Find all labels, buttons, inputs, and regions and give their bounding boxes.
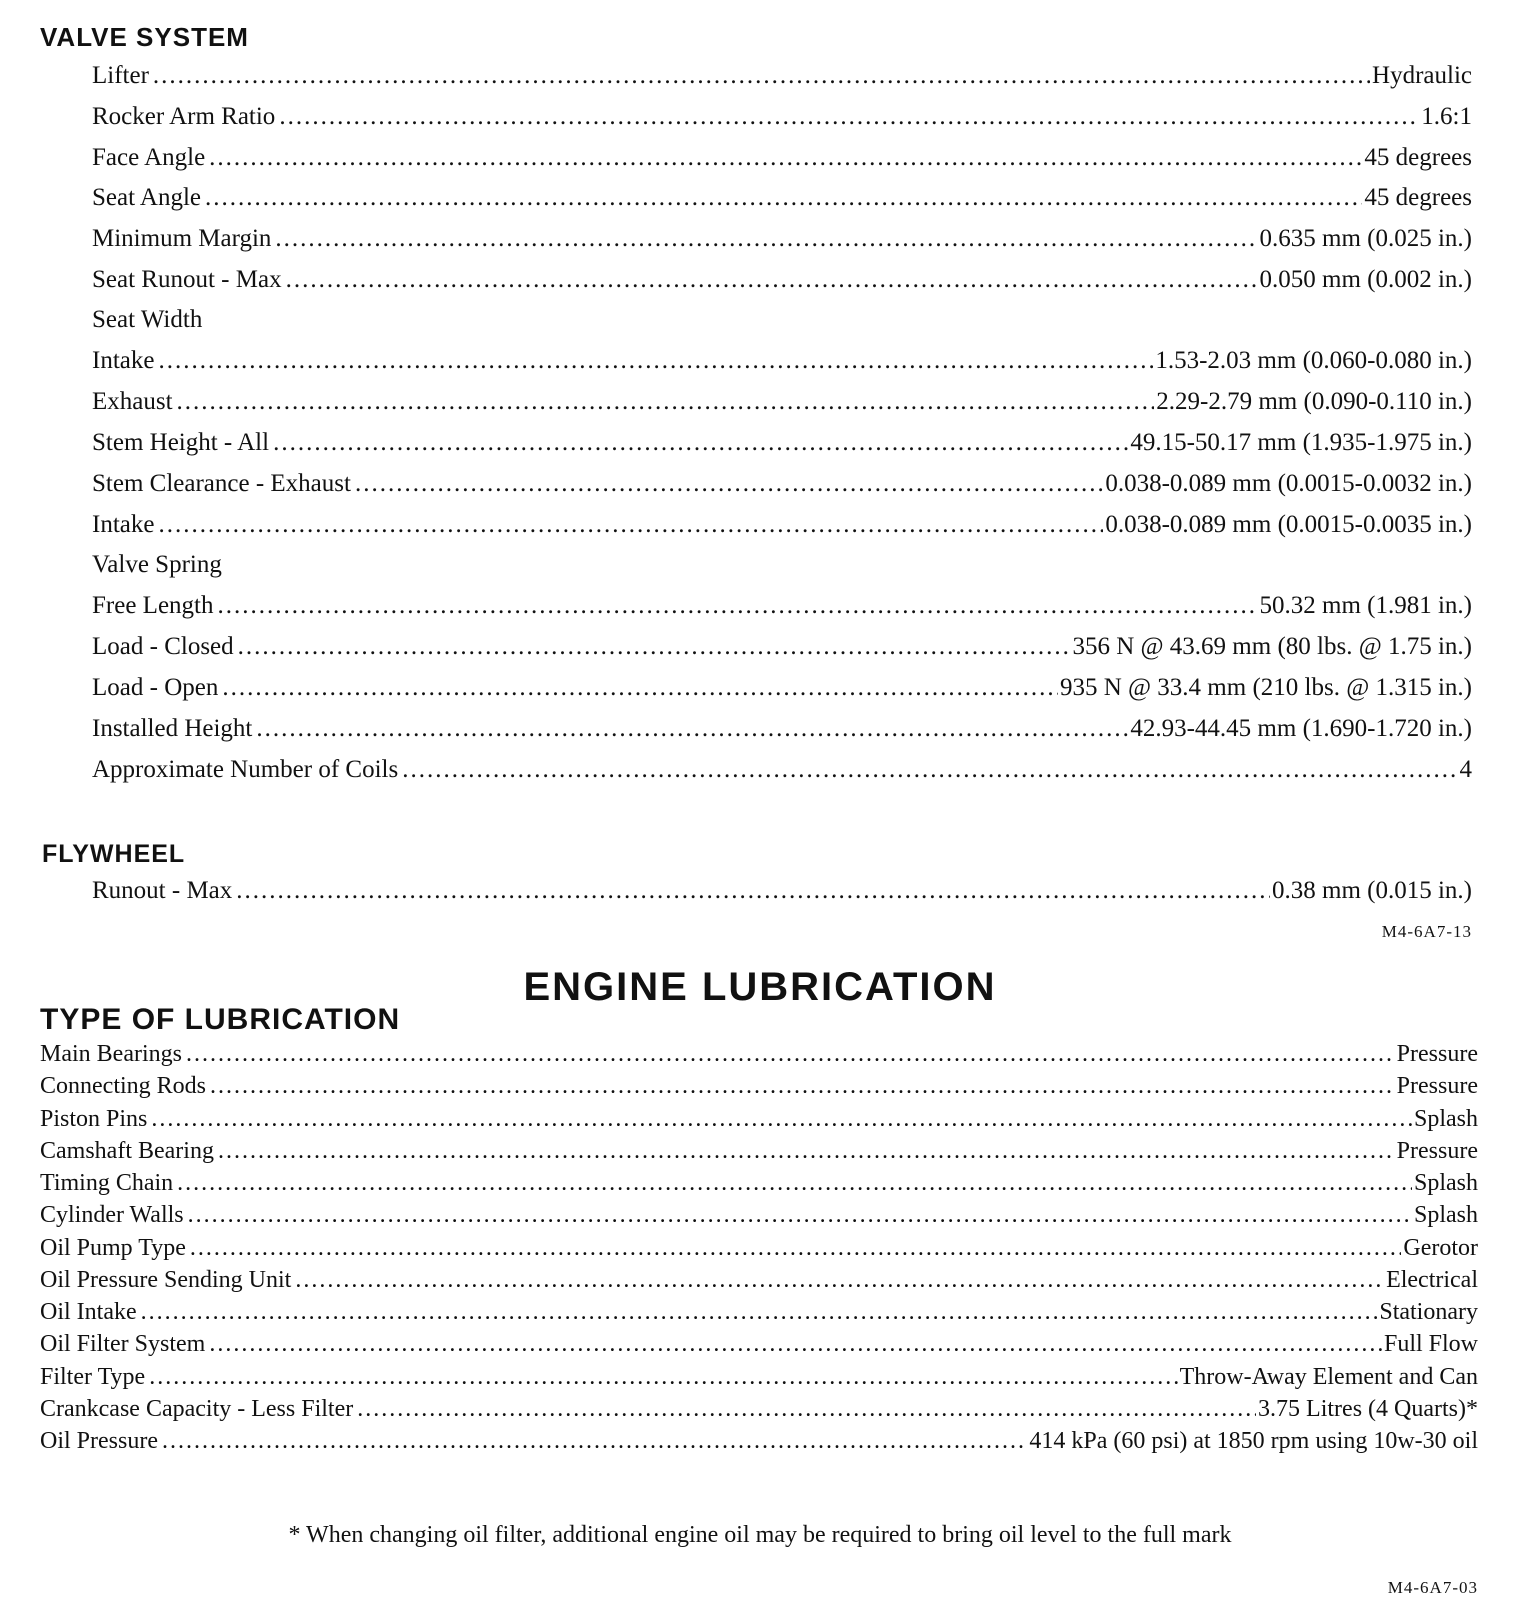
spec-row [92, 674, 1472, 706]
dot-leader [209, 1331, 1382, 1358]
spec-value: 0.050 mm (0.002 in.) [1259, 266, 1472, 293]
dot-leader [238, 633, 1071, 661]
spec-row [40, 1396, 1478, 1426]
dot-leader [177, 388, 1155, 416]
dot-leader [141, 1299, 1378, 1326]
section-title: ENGINE LUBRICATION [523, 965, 997, 1009]
dot-leader [402, 756, 1457, 784]
spec-label: Valve Spring [92, 551, 222, 578]
spec-label: Load - Open [92, 674, 219, 701]
dot-leader [273, 429, 1128, 457]
spec-value: Pressure [1396, 1041, 1478, 1067]
dot-leader [295, 1267, 1384, 1294]
spec-row [92, 103, 1472, 135]
spec-value: 1.6:1 [1421, 103, 1472, 130]
spec-label: Stem Clearance - Exhaust [92, 470, 351, 497]
spec-label: Exhaust [92, 388, 173, 415]
spec-label: Intake [92, 347, 155, 374]
spec-value: 0.38 mm (0.015 in.) [1272, 877, 1472, 904]
spec-row [92, 592, 1472, 624]
spec-row [40, 1299, 1478, 1329]
spec-row [40, 1428, 1478, 1458]
spec-label: Seat Width [92, 306, 203, 333]
spec-row [92, 388, 1472, 420]
spec-row [92, 144, 1472, 176]
spec-label: Minimum Margin [92, 225, 272, 252]
spec-label: Main Bearings [40, 1041, 182, 1067]
dot-leader [357, 1396, 1256, 1423]
spec-label: Cylinder Walls [40, 1202, 184, 1228]
dot-leader [286, 266, 1258, 294]
spec-label: Load - Closed [92, 633, 234, 660]
spec-value: 935 N @ 33.4 mm (210 lbs. @ 1.315 in.) [1059, 674, 1472, 701]
spec-row [40, 1138, 1478, 1168]
spec-label: Face Angle [92, 144, 206, 171]
figure-code: M4-6A7-13 [1381, 922, 1472, 941]
spec-label: Rocker Arm Ratio [92, 103, 276, 130]
dot-leader [158, 347, 1153, 375]
spec-label: Stem Height - All [92, 429, 270, 456]
spec-label: Lifter [92, 62, 149, 89]
type-of-lubrication-heading: TYPE OF LUBRICATION [40, 1003, 401, 1036]
spec-value: Splash [1413, 1202, 1478, 1228]
dot-leader [217, 592, 1257, 620]
spec-row [92, 266, 1472, 298]
spec-row [92, 715, 1472, 747]
flywheel-heading: FLYWHEEL [42, 840, 186, 868]
spec-value: Gerotor [1403, 1235, 1478, 1261]
spec-label: Piston Pins [40, 1106, 148, 1132]
spec-label: Timing Chain [40, 1170, 174, 1196]
spec-value: Throw-Away Element and Can [1179, 1364, 1478, 1390]
spec-row [92, 225, 1472, 257]
dot-leader [186, 1041, 1395, 1068]
spec-value: Full Flow [1383, 1331, 1478, 1357]
spec-label: Oil Pump Type [40, 1235, 186, 1261]
spec-row [92, 62, 1472, 94]
spec-value: Electrical [1386, 1267, 1478, 1293]
dot-leader [222, 674, 1058, 702]
dot-leader [209, 144, 1362, 172]
spec-label: Oil Pressure Sending Unit [40, 1267, 292, 1293]
spec-label: Oil Filter System [40, 1331, 206, 1357]
spec-row [40, 1267, 1478, 1297]
spec-value: Splash [1413, 1106, 1478, 1132]
spec-row [40, 1073, 1478, 1103]
spec-subheading [92, 551, 1472, 583]
spec-value: 2.29-2.79 mm (0.090-0.110 in.) [1156, 388, 1472, 415]
spec-value: 4 [1459, 756, 1472, 783]
spec-subheading [92, 306, 1472, 338]
spec-value: 3.75 Litres (4 Quarts)* [1258, 1396, 1478, 1422]
spec-row [92, 347, 1472, 379]
dot-leader [205, 184, 1362, 212]
spec-row [40, 1106, 1478, 1136]
spec-row [92, 184, 1472, 216]
spec-row [40, 1041, 1478, 1071]
dot-leader [190, 1235, 1401, 1262]
spec-value: 42.93-44.45 mm (1.690-1.720 in.) [1130, 715, 1472, 742]
dot-leader [218, 1138, 1395, 1165]
dot-leader [275, 225, 1257, 253]
spec-label: Oil Pressure [40, 1428, 158, 1454]
valve-system-heading: VALVE SYSTEM [40, 22, 249, 52]
spec-label: Filter Type [40, 1364, 146, 1390]
spec-value: Splash [1413, 1170, 1478, 1196]
spec-value: 0.635 mm (0.025 in.) [1259, 225, 1472, 252]
dot-leader [177, 1170, 1412, 1197]
spec-label: Approximate Number of Coils [92, 756, 399, 783]
dot-leader [279, 103, 1419, 131]
spec-label: Oil Intake [40, 1299, 137, 1325]
spec-label: Free Length [92, 592, 214, 619]
spec-value: 0.038-0.089 mm (0.0015-0.0035 in.) [1105, 511, 1472, 538]
spec-row [92, 633, 1472, 665]
spec-label: Crankcase Capacity - Less Filter [40, 1396, 354, 1422]
spec-row [92, 429, 1472, 461]
dot-leader [162, 1428, 1027, 1455]
spec-value: 414 kPa (60 psi) at 1850 rpm using 10w-30 oil [1029, 1428, 1478, 1454]
spec-row [92, 756, 1472, 788]
spec-label: Seat Runout - Max [92, 266, 282, 293]
spec-value: Pressure [1396, 1073, 1478, 1099]
spec-row [92, 877, 1472, 909]
dot-leader [256, 715, 1128, 743]
dot-leader [153, 62, 1370, 90]
spec-value: 1.53-2.03 mm (0.060-0.080 in.) [1155, 347, 1472, 374]
spec-value: 45 degrees [1364, 144, 1472, 171]
spec-row [92, 470, 1472, 502]
spec-value: 49.15-50.17 mm (1.935-1.975 in.) [1130, 429, 1472, 456]
spec-row [40, 1170, 1478, 1200]
spec-row [92, 511, 1472, 543]
spec-label: Installed Height [92, 715, 253, 742]
spec-label: Camshaft Bearing [40, 1138, 214, 1164]
spec-value: 50.32 mm (1.981 in.) [1259, 592, 1472, 619]
spec-row [40, 1202, 1478, 1232]
dot-leader [151, 1106, 1412, 1133]
spec-value: 45 degrees [1364, 184, 1472, 211]
dot-leader [355, 470, 1103, 498]
dot-leader [158, 511, 1103, 539]
dot-leader [149, 1364, 1177, 1391]
spec-label: Runout - Max [92, 877, 233, 904]
dot-leader [210, 1073, 1395, 1100]
footnote: * When changing oil filter, additional engine oil may be required to bring oil level to the full mark [288, 1522, 1232, 1548]
dot-leader [188, 1202, 1412, 1229]
spec-label: Connecting Rods [40, 1073, 206, 1099]
spec-value: Pressure [1396, 1138, 1478, 1164]
dot-leader [236, 877, 1270, 905]
spec-value: 0.038-0.089 mm (0.0015-0.0032 in.) [1105, 470, 1472, 497]
spec-value: Hydraulic [1372, 62, 1472, 89]
spec-row [40, 1331, 1478, 1361]
spec-label: Seat Angle [92, 184, 202, 211]
spec-value: 356 N @ 43.69 mm (80 lbs. @ 1.75 in.) [1072, 633, 1472, 660]
spec-label: Intake [92, 511, 155, 538]
spec-value: Stationary [1379, 1299, 1478, 1325]
spec-row [40, 1235, 1478, 1265]
figure-code: M4-6A7-03 [1387, 1578, 1478, 1597]
spec-row [40, 1364, 1478, 1394]
